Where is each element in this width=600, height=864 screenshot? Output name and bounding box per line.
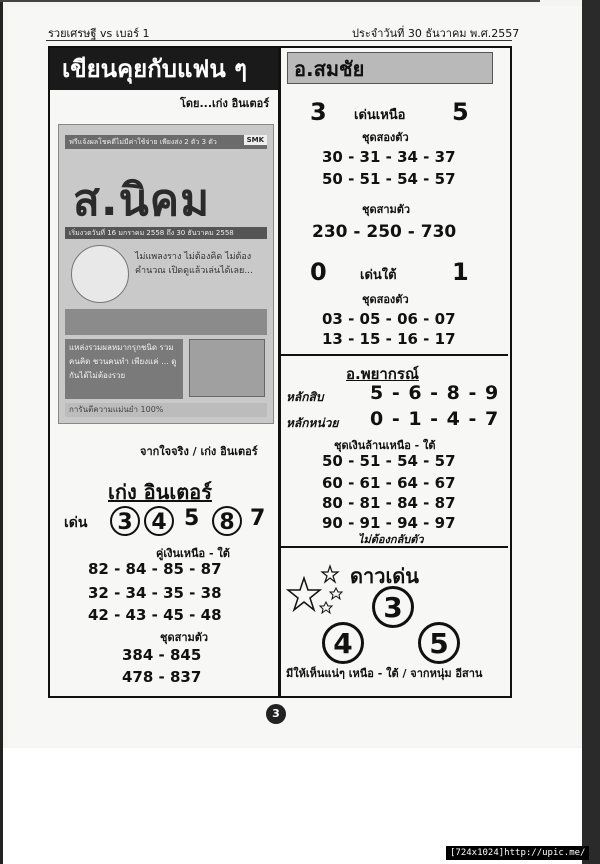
star-digit-top: 3 (372, 586, 414, 628)
pair-line: 32 - 34 - 35 - 38 (88, 584, 222, 602)
scan-edge-left (0, 0, 3, 864)
pair-line: 42 - 43 - 45 - 48 (88, 606, 222, 624)
advertisement (58, 124, 274, 424)
tens-digits: 5 - 6 - 8 - 9 (370, 382, 500, 404)
note: ไม่ต้องกลับตัว (358, 533, 424, 546)
page-number: 3 (266, 704, 286, 724)
ad-period: เริ่มงวดวันที่ 16 มกราคม 2558 ถึง 30 ธันวาคม 2558 (65, 227, 267, 239)
digit-plain: 5 (184, 506, 200, 531)
north-left-digit: 3 (310, 98, 327, 126)
forecast-title: อ.พยากรณ์ (346, 365, 419, 383)
ad-list-text: แหล่งรวมผลหมากรุกชนิด รวมคนคิด ชวนคนทำ เพียงแค่ ... ดูกันได้ไม่ต้องรวย (65, 339, 183, 399)
set-line: 90 - 91 - 94 - 97 (322, 514, 456, 532)
triple-line: 384 - 845 (122, 646, 202, 664)
south-left-digit: 0 (310, 258, 327, 286)
pair-label: คู่เงินเหนือ - ใต้ (156, 547, 230, 560)
two-set-line: 50 - 51 - 54 - 57 (322, 170, 456, 188)
ad-band (65, 309, 267, 335)
digit-circle: 3 (110, 506, 140, 536)
star-footnote: มีให้เห็นแน่ๆ เหนือ - ใต้ / จากหนุ่ม อีสาน (286, 667, 483, 680)
digit-circle: 4 (144, 506, 174, 536)
set-line: 60 - 61 - 64 - 67 (322, 474, 456, 492)
triple-label: ชุดสามตัว (160, 631, 209, 644)
column-title: เขียนคุยกับแฟน ๆ (50, 48, 278, 90)
source-line: จากใจจริง / เก่ง อินเตอร์ (140, 445, 258, 458)
three-set-label: ชุดสามตัว (362, 203, 411, 216)
units-digits: 0 - 1 - 4 - 7 (370, 408, 500, 430)
scan-edge-top (0, 0, 540, 2)
ad-brand: ส.นิคม (73, 175, 211, 226)
two-set-label-south: ชุดสองตัว (362, 293, 409, 306)
ad-top-text: ฟรีแจ้งผลโชคดีไม่มีค่าใช้จ่าย เพียงส่ง 2 ตัว 3 ตัว (65, 135, 267, 149)
star-title: ดาวเด่น (350, 564, 419, 588)
column-divider (278, 46, 281, 696)
mascot-icon (71, 245, 129, 303)
scan-edge-right (582, 0, 600, 864)
watermark-stamp: [724x1024]http://upic.me/ (446, 846, 589, 860)
section-title: อ.สมชัย (287, 52, 493, 84)
north-right-digit: 5 (452, 98, 469, 126)
digit-circle: 8 (212, 506, 242, 536)
two-set-line: 30 - 31 - 34 - 37 (322, 148, 456, 166)
header-left: รวยเศรษฐี vs เบอร์ 1 (48, 27, 150, 40)
two-set-line-south: 13 - 15 - 16 - 17 (322, 330, 456, 348)
stars-icon (286, 560, 348, 618)
ten-label: เด่น (64, 515, 88, 531)
ad-badge: SMK (244, 135, 267, 145)
ad-image (189, 339, 265, 397)
star-digit-right: 5 (418, 622, 460, 664)
ad-footer: การันตีความแม่นยำ 100% (65, 403, 267, 417)
south-label: เด่นใต้ (360, 268, 397, 283)
digit-plain: 7 (250, 506, 266, 531)
two-set-line-south: 03 - 05 - 06 - 07 (322, 310, 456, 328)
star-digit-left: 4 (322, 622, 364, 664)
author-name: เก่ง อินเตอร์ (108, 480, 212, 504)
set-line: 80 - 81 - 84 - 87 (322, 494, 456, 512)
units-label: หลักหน่วย (286, 416, 339, 430)
header-date: ประจำวันที่ 30 ธันวาคม พ.ศ.2557 (352, 27, 520, 40)
byline: โดย...เก่ง อินเตอร์ (180, 97, 270, 110)
two-set-label: ชุดสองตัว (362, 131, 409, 144)
set-line: 50 - 51 - 54 - 57 (322, 452, 456, 470)
north-label: เด่นเหนือ (354, 108, 406, 123)
sets-label: ชุดเงินล้านเหนือ - ใต้ (334, 439, 436, 452)
triple-line: 478 - 837 (122, 668, 202, 686)
ad-mid-text: ไม่แพลงราง ไม่ต้องคิด ไม่ต้องคำนวณ เปิดดูแล้วเล่นได้เลย... (135, 252, 253, 276)
three-set-line: 230 - 250 - 730 (312, 222, 457, 242)
pair-line: 82 - 84 - 85 - 87 (88, 560, 222, 578)
divider-right-1 (281, 354, 508, 356)
south-right-digit: 1 (452, 258, 469, 286)
tens-label: หลักสิบ (286, 390, 324, 404)
header-rule (46, 40, 512, 41)
